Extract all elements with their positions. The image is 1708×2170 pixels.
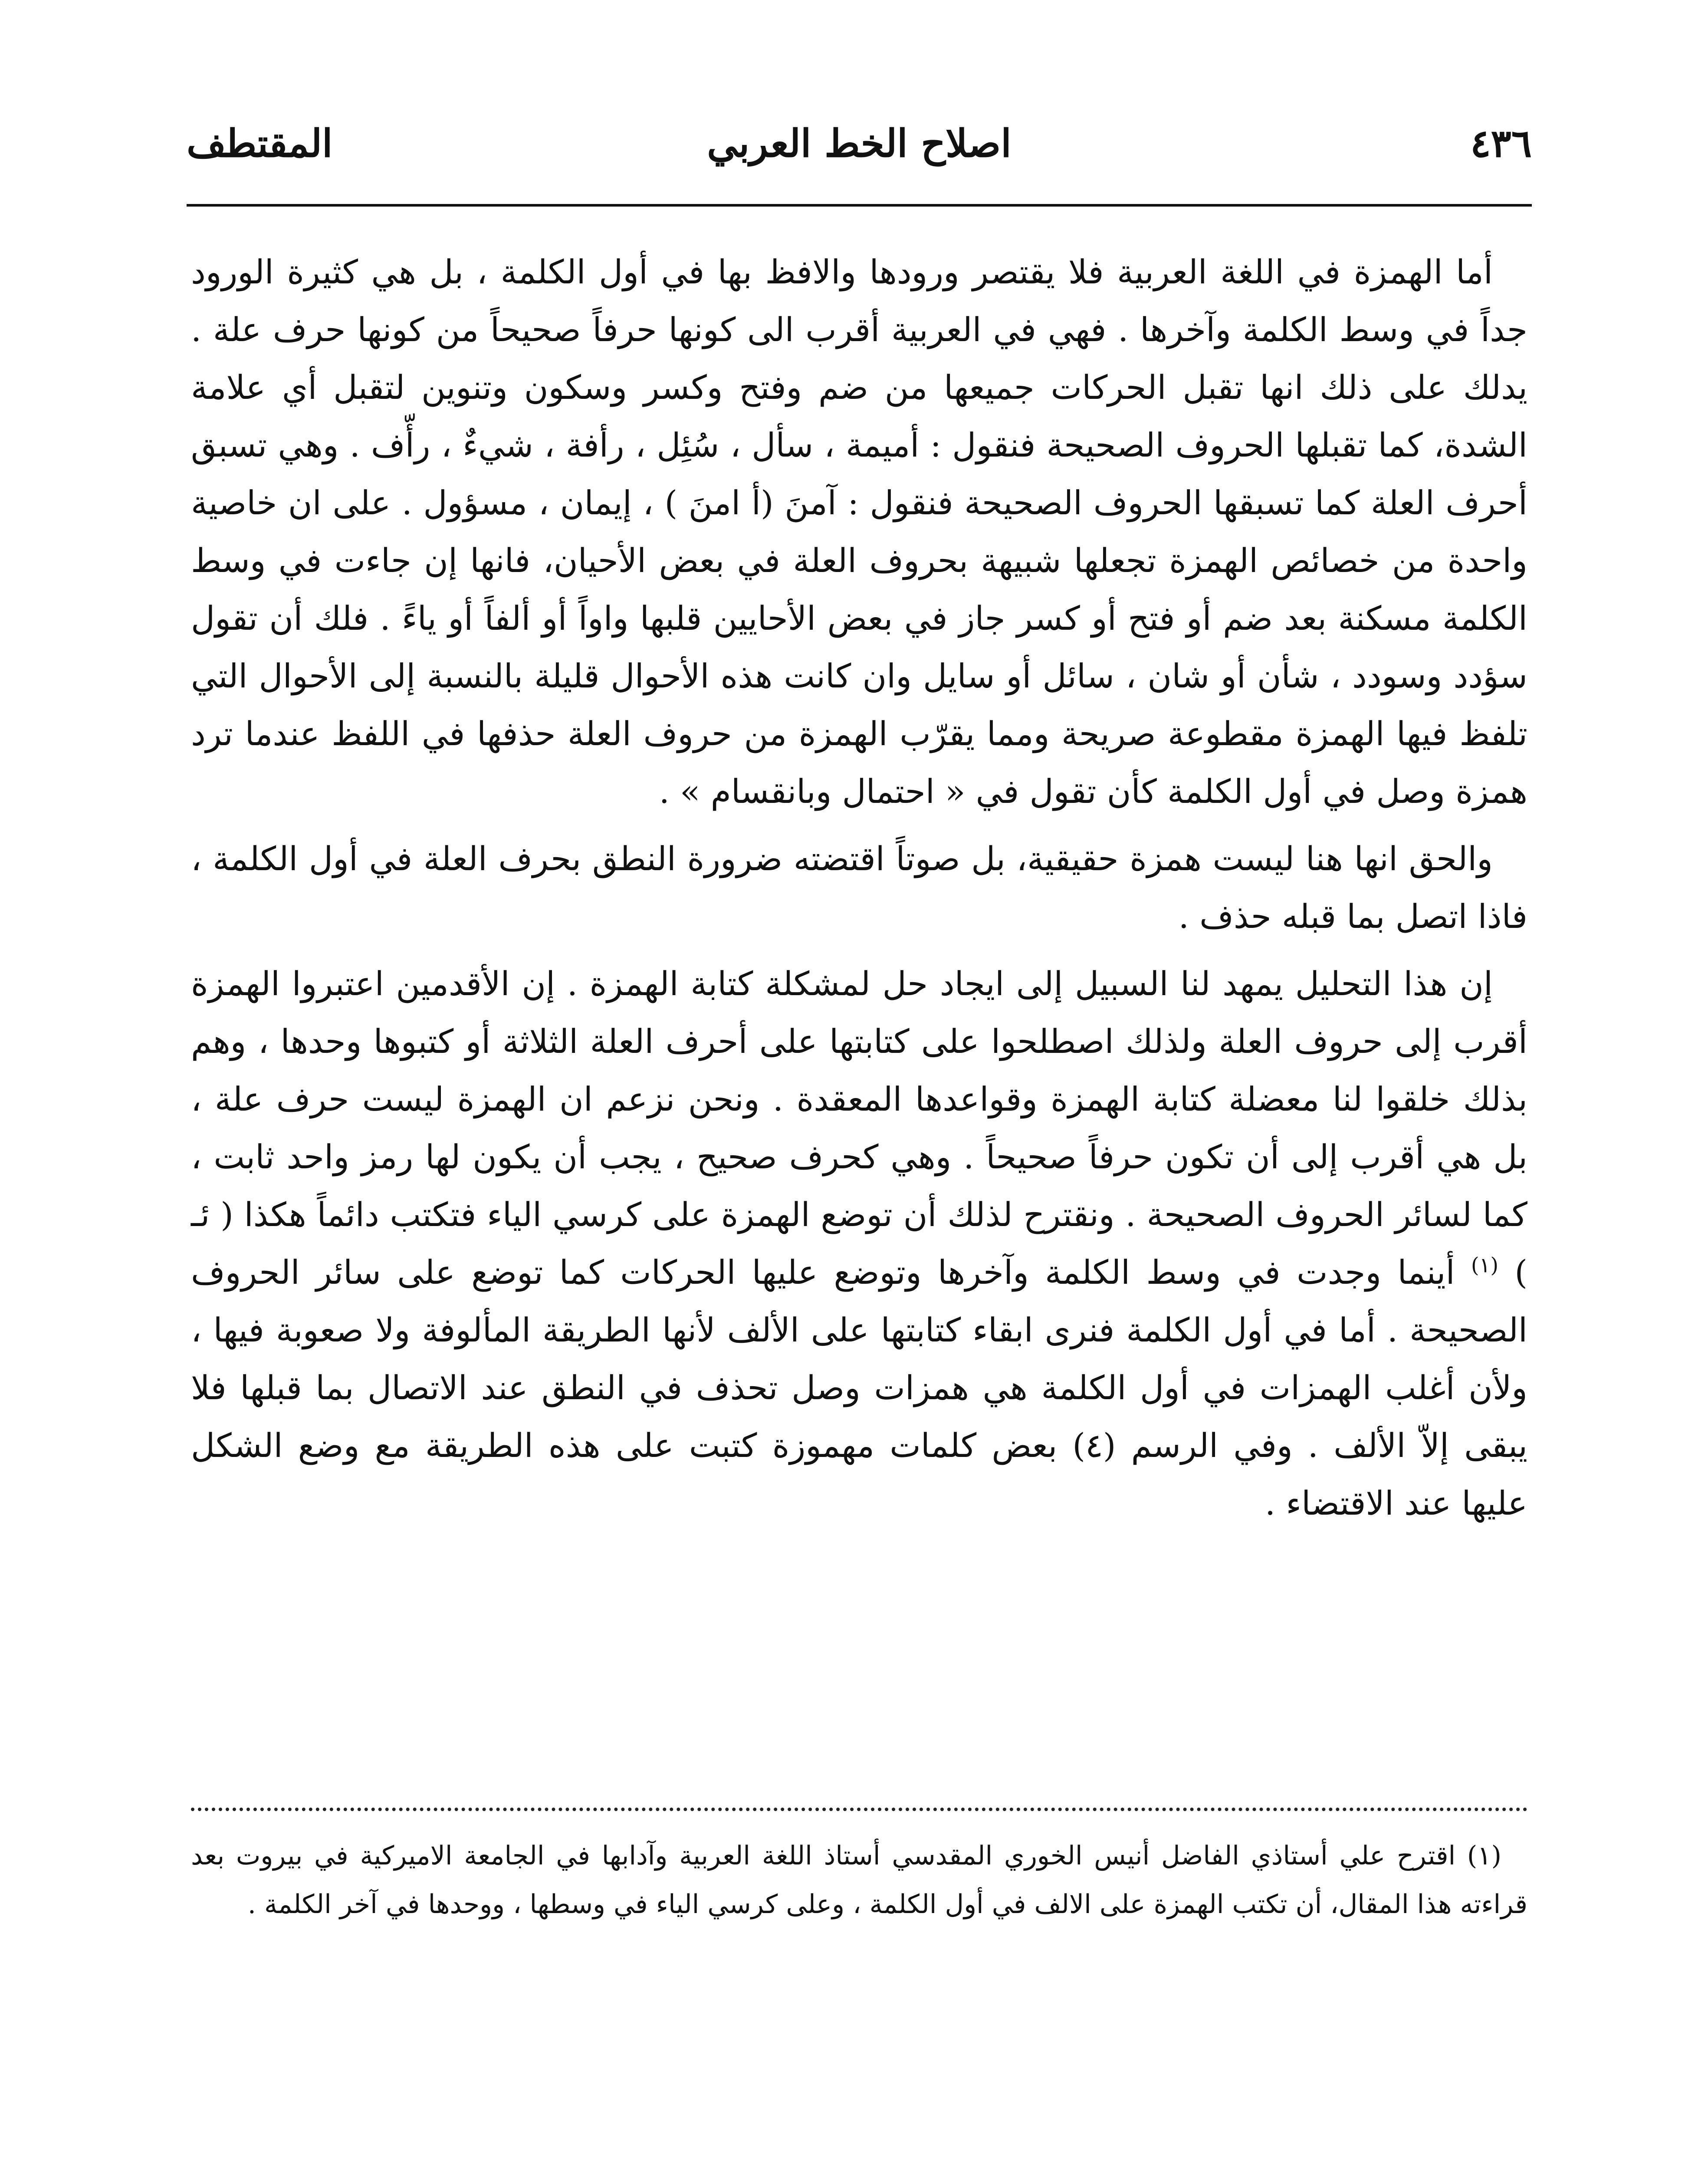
footnote-separator [191,1808,1527,1811]
journal-name: المقتطف [187,121,333,166]
paragraph-2: والحق انها هنا ليست همزة حقيقية، بل صوتاً اقتضته ضرورة النطق بحرف العلة في أول الكلمة ، فاذا اتصل بما قبله حذف . [191,839,1527,936]
footnote-reference: (١) [1471,1253,1499,1278]
running-header [187,117,1532,187]
paragraph-1: أما الهمزة في اللغة العربية فلا يقتصر ورودها والافظ بها في أول الكلمة ، بل هي كثيرة الورود جداً في وسط الكلمة وآخرها . فهي في العربية أقرب الى كونها حرفاً صحيحاً من كونها حرف علة . يدلك على ذلك انها تقبل الحركات جميعها من ضم وفتح وكسر وسكون وتنوين لتقبل أي علامة الشدة، كما تقبلها الحروف الصحيحة فنقول : أميمة ، سأل ، سُئِل ، رأفة ، شيءٌ ، رأّف . وهي تسبق أحرف العلة كما تسبقها الحروف الصحيحة فنقول : آمنَ (أ امنَ ) ، إيمان ، مسؤول . على ان خاصية واحدة من خصائص الهمزة تجعلها شبيهة بحروف العلة في بعض الأحيان، فانها إن جاءت في وسط الكلمة مسكنة بعد ضم أو فتح أو كسر جاز في بعض الأحايين قلبها واواً أو ألفاً أو ياءً . فلك أن تقول سؤدد وسودد ، شأن أو شان ، سائل أو سايل وان كانت هذه الأحوال قليلة بالنسبة إلى الأحوال التي تلفظ فيها الهمزة مقطوعة صريحة ومما يقرّب الهمزة من حروف العلة حذفها في اللفظ عندما ترد همزة وصل في أول الكلمة كأن تقول في « احتمال وبانقسام » . [191,253,1527,811]
header-rule [187,204,1532,207]
footnote: (١) اقترح علي أستاذي الفاضل أنيس الخوري المقدسي أستاذ اللغة العربية وآدابها في الجامعة الاميركية في بيروت بعد قراءته هذا المقال، أن تكتب الهمزة على الالف في أول الكلمة ، وعلى كرسي الياء في وسطها ، ووحدها في آخر الكلمة . [191,1841,1527,1920]
article-title: اصلاح الخط العربي [707,121,1012,166]
page-number: ٤٣٦ [1470,121,1532,166]
paragraph-3-text: إن هذا التحليل يمهد لنا السبيل إلى ايجاد حل لمشكلة كتابة الهمزة . إن الأقدمين اعتبروا الهمزة أقرب إلى حروف العلة ولذلك اصطلحوا على كتابتها على أحرف العلة الثلاثة أو كتبوها وحدها ، وهم بذلك خلقوا لنا معضلة كتابة الهمزة وقواعدها المعقدة . ونحن نزعم ان الهمزة ليست حرف علة ، بل هي أقرب إلى أن تكون حرفاً صحيحاً . وهي كحرف صحيح ، يجب أن يكون لها رمز واحد ثابت ، كما لسائر الحروف الصحيحة . ونقترح لذلك أن توضع الهمزة على كرسي الياء فتكتب دائماً هكذا ( ئـ ) [191,964,1527,1292]
article-body [191,243,1527,1542]
paragraph-3 [191,955,1527,1532]
paragraph-3-continuation: أينما وجدت في وسط الكلمة وآخرها وتوضع عليها الحركات كما توضع على سائر الحروف الصحيحة . أما في أول الكلمة فنرى ابقاء كتابتها على الألف لأنها الطريقة المألوفة ولا صعوبة فيها ، ولأن أغلب الهمزات في أول الكلمة هي همزات وصل تحذف في النطق عند الاتصال بما قبلها فلا يبقى إلاّ الألف . وفي الرسم (٤) بعض كلمات مهموزة كتبت على هذه الطريقة مع وضع الشكل عليها عند الاقتضاء . [191,1253,1527,1522]
